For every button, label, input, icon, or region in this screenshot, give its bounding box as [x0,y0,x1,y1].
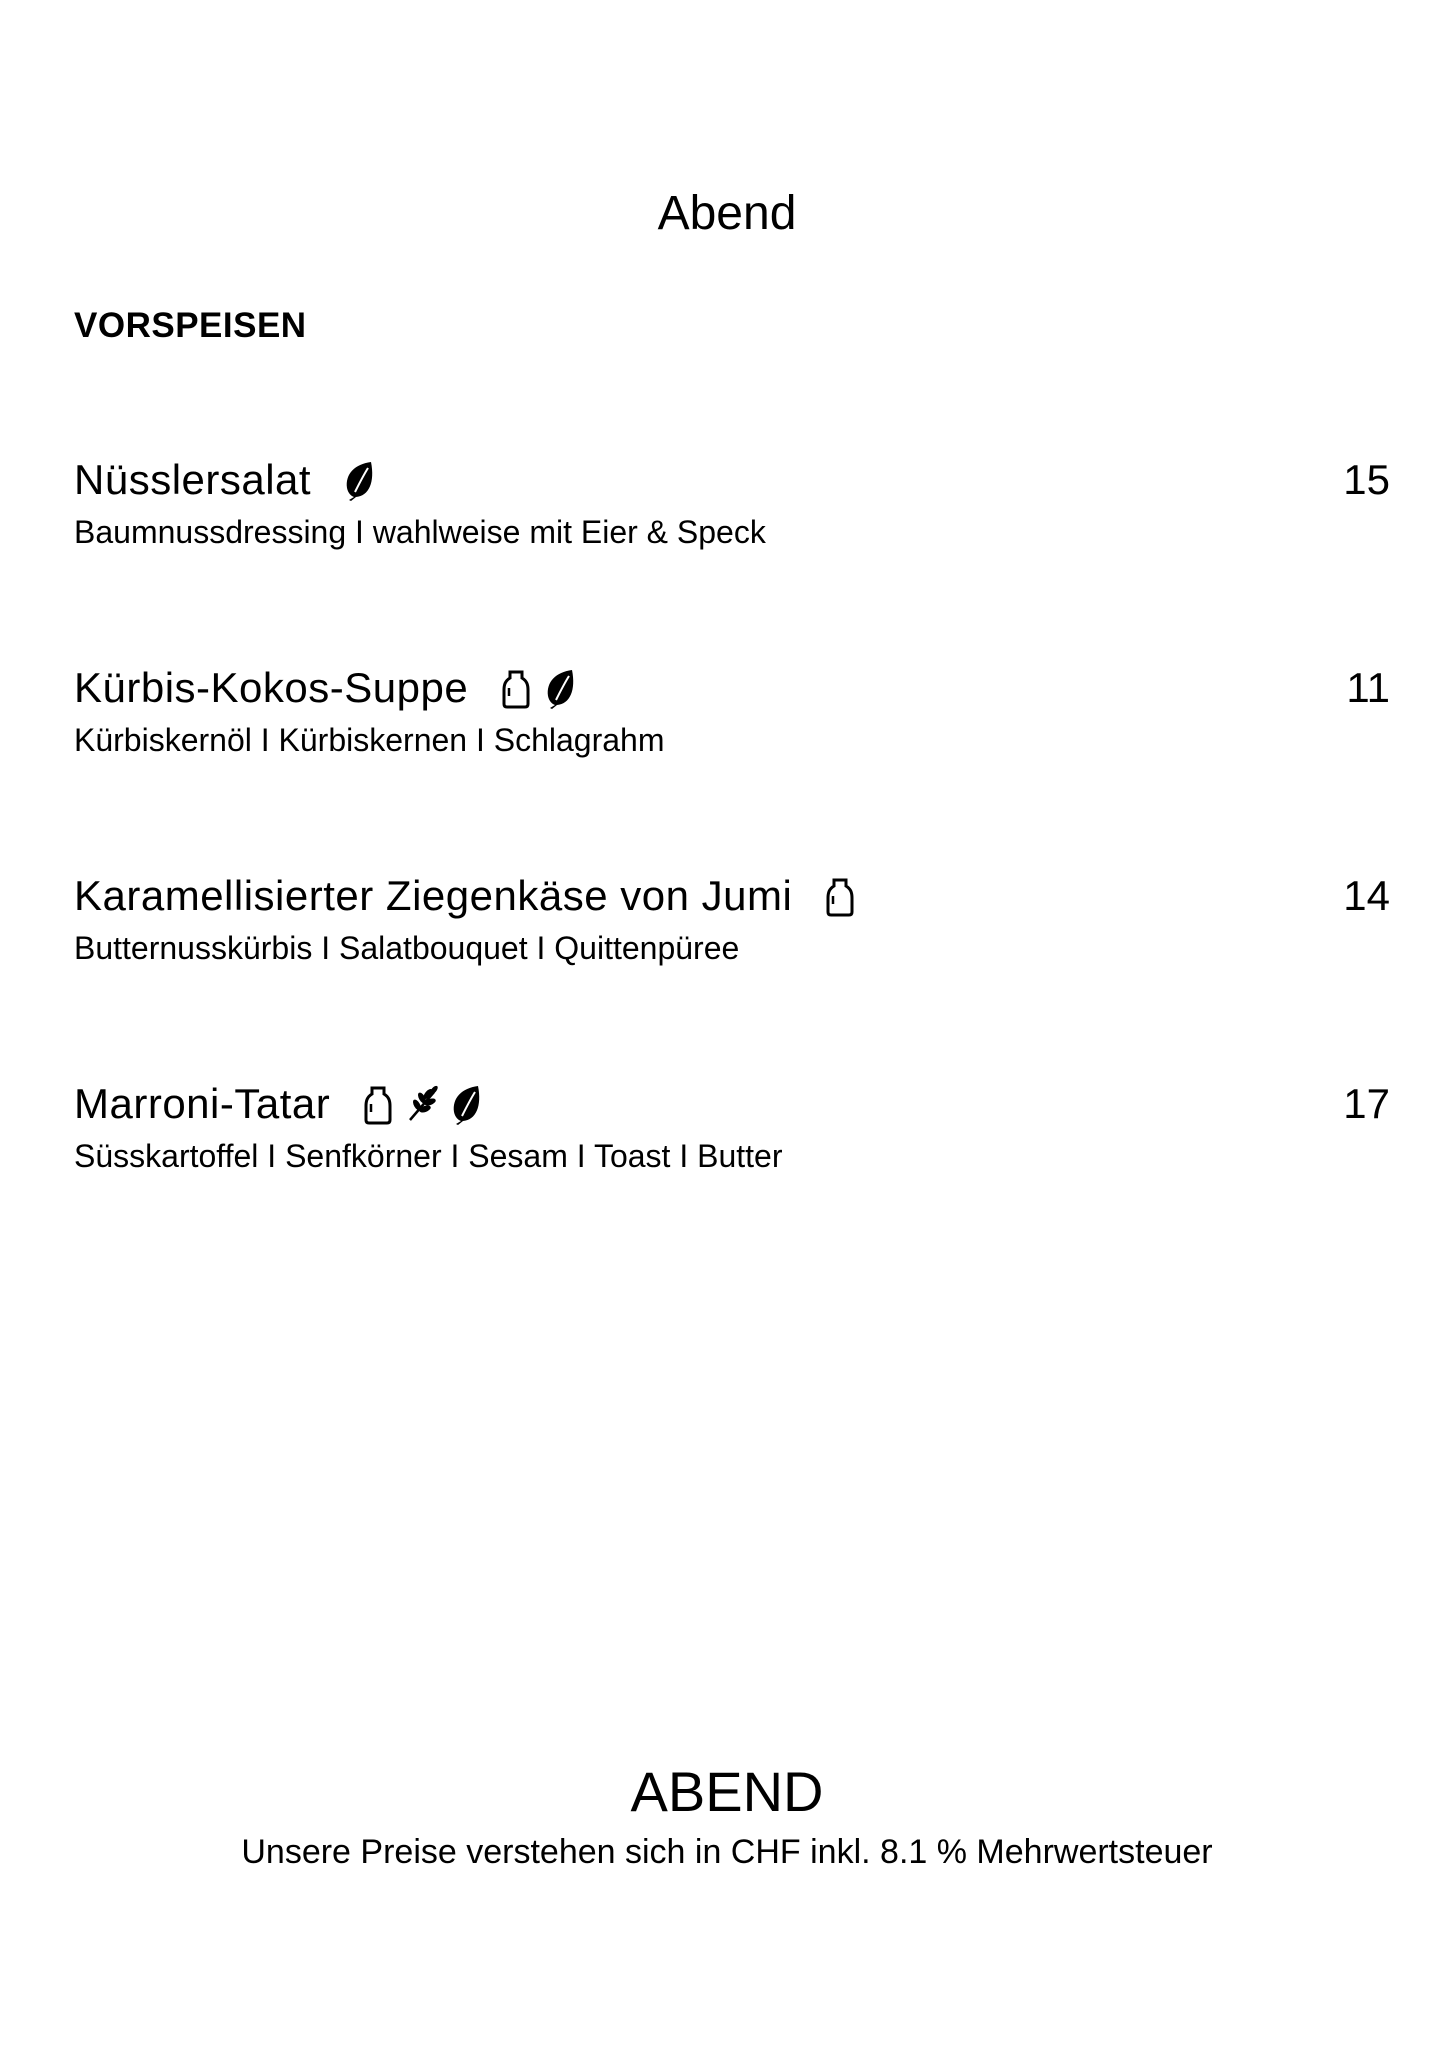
leaf-icon [341,458,377,502]
item-name-row [74,868,858,924]
item-price: 17 [1343,1080,1390,1127]
item-name: Marroni-Tatar [74,1080,331,1127]
item-description: Butternusskürbis I Salatbouquet I Quittenpüree [74,930,740,966]
item-price: 11 [1346,664,1390,711]
allergen-icons [341,458,377,502]
allergen-icons [498,666,578,710]
item-name-row [74,1076,484,1132]
menu-item-kuerbis-kokos-suppe [74,660,1390,770]
footer-price-note: Unsere Preise verstehen sich in CHF inkl. 8.1 % Mehrwertsteuer [241,1833,1213,1871]
milk-bottle-icon [498,666,534,710]
item-name-row [74,452,377,508]
item-name: Karamellisierter Ziegenkäse von Jumi [74,872,793,919]
item-description: Süsskartoffel I Senfkörner I Sesam I Toast I Butter [74,1138,783,1174]
milk-bottle-icon [360,1082,396,1126]
leaf-icon [542,666,578,710]
item-name: Nüsslersalat [74,456,312,503]
allergen-icons [360,1082,484,1126]
section-title: VORSPEISEN [74,306,307,345]
milk-bottle-icon [822,874,858,918]
menu-item-nuesslersalat [74,452,1390,562]
item-price: 15 [1343,456,1390,503]
leaf-icon [448,1082,484,1126]
footer-title: ABEND [630,1760,824,1823]
item-price: 14 [1343,872,1390,919]
item-description: Baumnussdressing I wahlweise mit Eier & Speck [74,514,766,550]
item-description: Kürbiskernöl I Kürbiskernen I Schlagrahm [74,722,665,758]
page-title: Abend [657,187,797,240]
allergen-icons [822,874,858,918]
menu-item-ziegenkaese [74,868,1390,978]
menu-item-marroni-tatar [74,1076,1390,1186]
item-name-row [74,660,578,716]
item-name: Kürbis-Kokos-Suppe [74,664,469,711]
wheat-icon [404,1082,440,1126]
